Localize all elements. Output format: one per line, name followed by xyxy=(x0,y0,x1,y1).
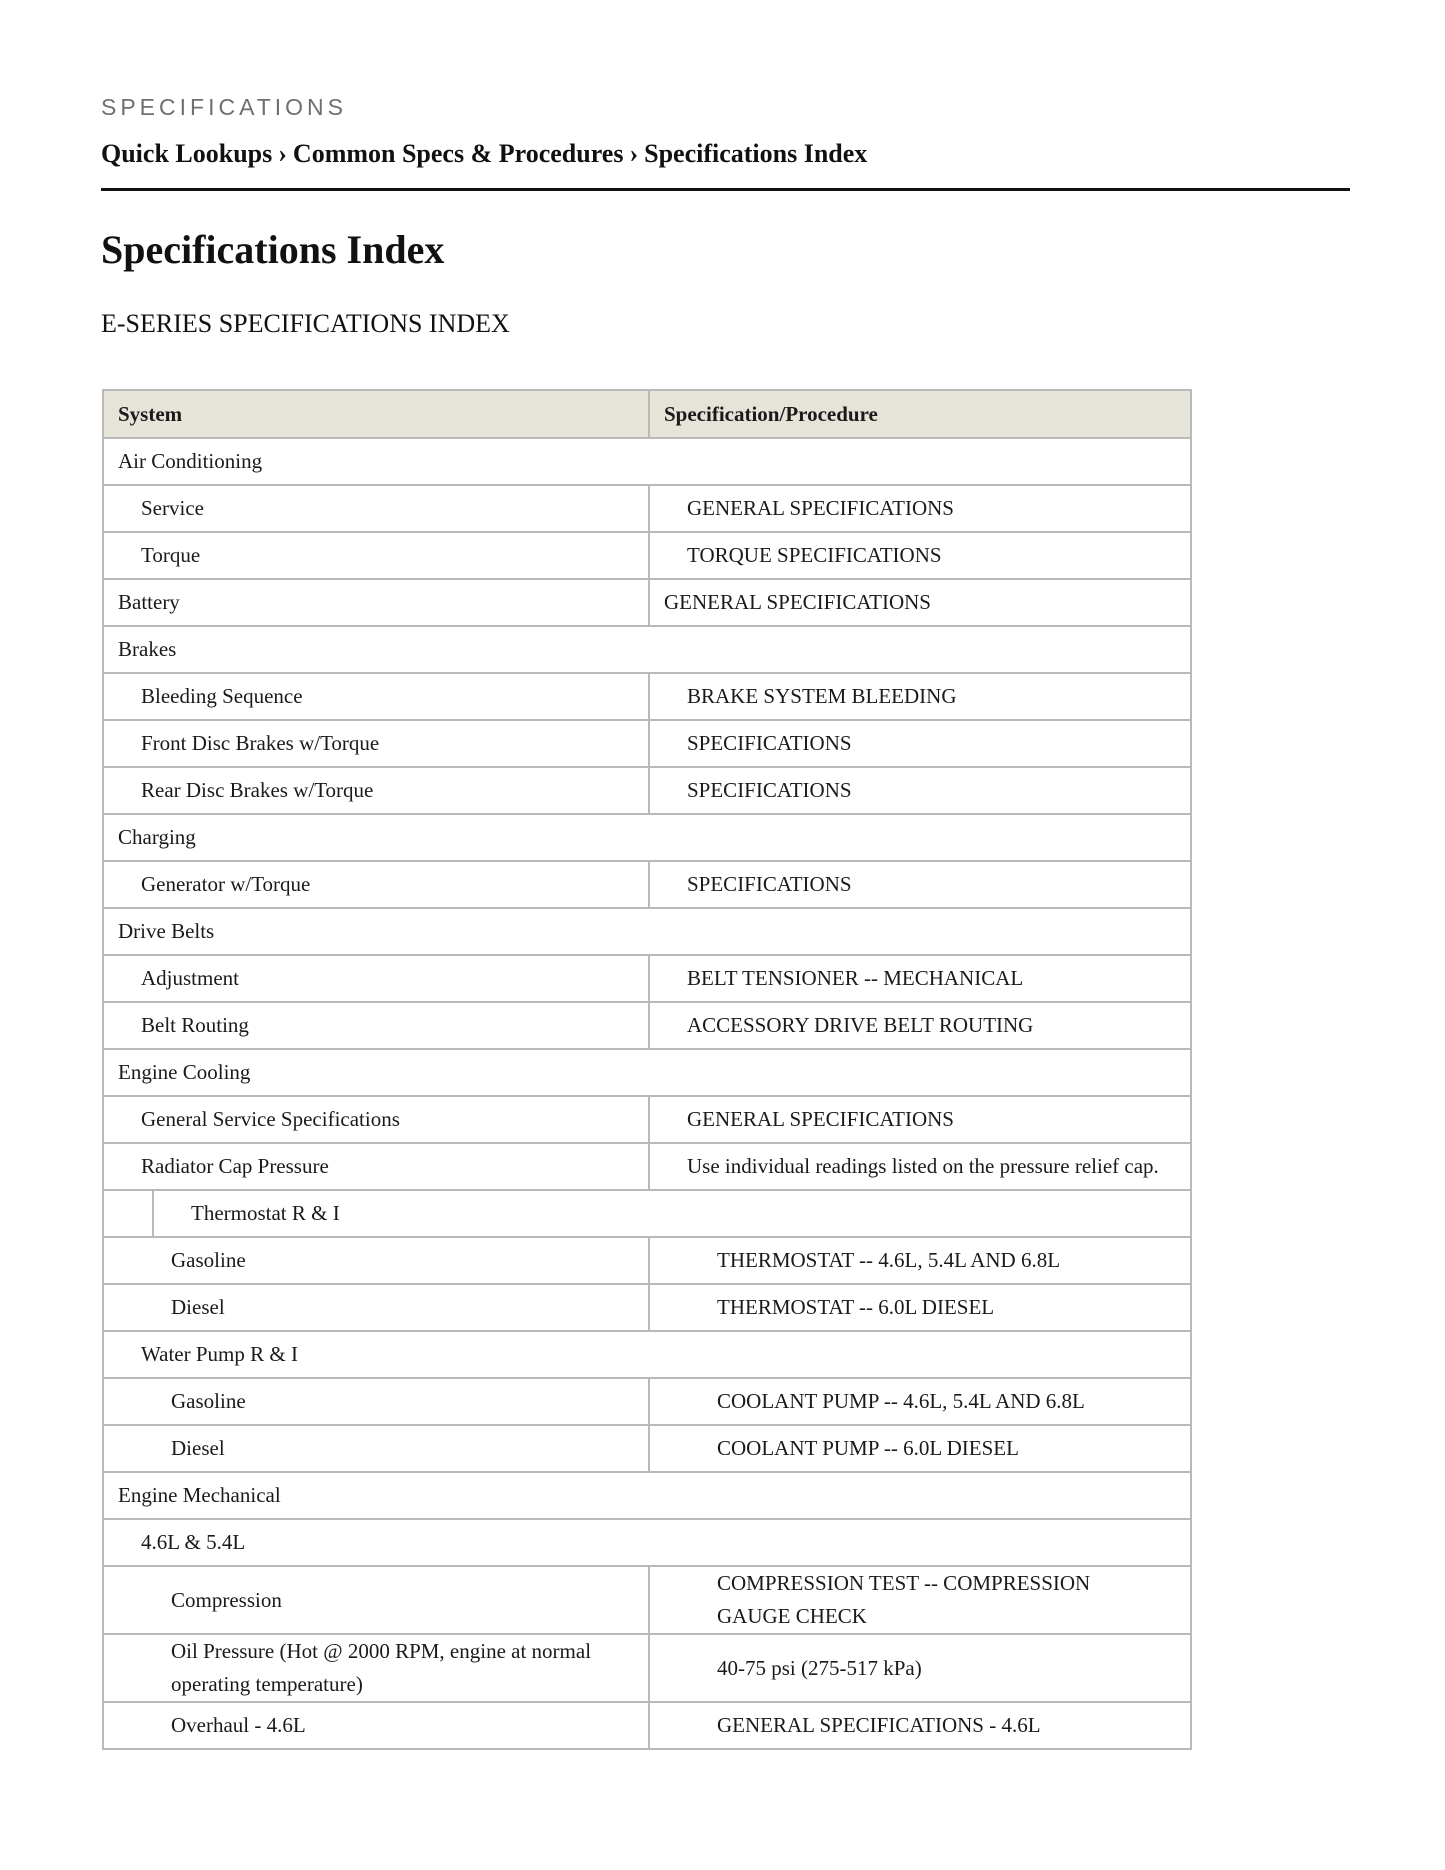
table-row xyxy=(103,1702,1191,1749)
table-row xyxy=(103,673,1191,720)
spec-link[interactable]: SPECIFICATIONS xyxy=(649,861,1191,908)
system-cell: Gasoline xyxy=(103,1237,649,1284)
system-cell: Generator w/Torque xyxy=(103,861,649,908)
system-cell: Belt Routing xyxy=(103,1002,649,1049)
spec-link[interactable]: GENERAL SPECIFICATIONS - 4.6L xyxy=(649,1702,1191,1749)
subgroup-label: 4.6L & 5.4L xyxy=(103,1519,1191,1566)
spec-link[interactable]: BELT TENSIONER -- MECHANICAL xyxy=(649,955,1191,1002)
group-label: Engine Mechanical xyxy=(103,1472,1191,1519)
table-group-row xyxy=(103,908,1191,955)
column-header-system: System xyxy=(103,390,649,438)
table-row xyxy=(103,532,1191,579)
table-row xyxy=(103,1378,1191,1425)
page-title: Specifications Index xyxy=(101,227,445,272)
system-cell: Overhaul - 4.6L xyxy=(103,1702,649,1749)
specifications-table xyxy=(102,389,1192,1750)
spec-link[interactable]: THERMOSTAT -- 6.0L DIESEL xyxy=(649,1284,1191,1331)
spec-link[interactable]: GENERAL SPECIFICATIONS xyxy=(649,485,1191,532)
table-row xyxy=(103,1634,1191,1702)
subgroup-cell xyxy=(103,1190,1191,1237)
table-header-row xyxy=(103,390,1191,438)
group-label: Charging xyxy=(103,814,1191,861)
table-row xyxy=(103,1237,1191,1284)
breadcrumb-separator: › xyxy=(629,139,639,168)
group-label: Drive Belts xyxy=(103,908,1191,955)
page-subtitle: E-SERIES SPECIFICATIONS INDEX xyxy=(101,309,510,338)
table-group-row xyxy=(103,814,1191,861)
table-row xyxy=(103,1425,1191,1472)
table-subgroup-row xyxy=(103,1331,1191,1378)
table-row xyxy=(103,1284,1191,1331)
system-cell: Radiator Cap Pressure xyxy=(103,1143,649,1190)
system-cell: General Service Specifications xyxy=(103,1096,649,1143)
breadcrumb xyxy=(101,139,867,169)
table-group-row xyxy=(103,1472,1191,1519)
table-row xyxy=(103,1566,1191,1634)
breadcrumb-separator: › xyxy=(278,139,287,168)
spec-link[interactable]: COOLANT PUMP -- 4.6L, 5.4L AND 6.8L xyxy=(649,1378,1191,1425)
table-row xyxy=(103,1002,1191,1049)
table-row xyxy=(103,720,1191,767)
system-cell: Compression xyxy=(103,1566,649,1634)
table-row xyxy=(103,485,1191,532)
subgroup-label: Water Pump R & I xyxy=(103,1331,1191,1378)
subgroup-label: Thermostat R & I xyxy=(191,1201,340,1225)
spec-text: Use individual readings listed on the pressure relief cap. xyxy=(649,1143,1191,1190)
table-subgroup-row xyxy=(103,1190,1191,1237)
system-cell: Front Disc Brakes w/Torque xyxy=(103,720,649,767)
system-cell: Diesel xyxy=(103,1425,649,1472)
system-cell: Rear Disc Brakes w/Torque xyxy=(103,767,649,814)
spec-link[interactable]: TORQUE SPECIFICATIONS xyxy=(649,532,1191,579)
group-label: Air Conditioning xyxy=(103,438,1191,485)
spec-link[interactable]: SPECIFICATIONS xyxy=(649,767,1191,814)
group-label: Brakes xyxy=(103,626,1191,673)
header-divider xyxy=(101,188,1350,191)
table-group-row xyxy=(103,626,1191,673)
spec-link[interactable]: SPECIFICATIONS xyxy=(649,720,1191,767)
spec-link[interactable]: COOLANT PUMP -- 6.0L DIESEL xyxy=(649,1425,1191,1472)
system-cell: Bleeding Sequence xyxy=(103,673,649,720)
table-row xyxy=(103,1143,1191,1190)
system-cell: Oil Pressure (Hot @ 2000 RPM, engine at normal operating temperature) xyxy=(103,1634,649,1702)
table-row xyxy=(103,1096,1191,1143)
spec-link[interactable]: COMPRESSION TEST -- COMPRESSION GAUGE CHECK xyxy=(649,1566,1191,1634)
system-cell: Torque xyxy=(103,532,649,579)
table-row xyxy=(103,767,1191,814)
table-row xyxy=(103,955,1191,1002)
section-eyebrow: SPECIFICATIONS xyxy=(101,94,347,120)
breadcrumb-item-common-specs[interactable]: Common Specs & Procedures xyxy=(292,139,624,168)
breadcrumb-item-quick-lookups[interactable]: Quick Lookups xyxy=(101,139,273,168)
breadcrumb-item-current: Specifications Index xyxy=(644,139,868,168)
spec-text: 40-75 psi (275-517 kPa) xyxy=(649,1634,1191,1702)
table-row xyxy=(103,861,1191,908)
column-header-spec: Specification/Procedure xyxy=(649,390,1191,438)
table-row xyxy=(103,579,1191,626)
group-label: Engine Cooling xyxy=(103,1049,1191,1096)
table-group-row xyxy=(103,1049,1191,1096)
spec-link[interactable]: THERMOSTAT -- 4.6L, 5.4L AND 6.8L xyxy=(649,1237,1191,1284)
system-cell: Diesel xyxy=(103,1284,649,1331)
spec-link[interactable]: GENERAL SPECIFICATIONS xyxy=(649,579,1191,626)
system-cell: Battery xyxy=(103,579,649,626)
spec-link[interactable]: BRAKE SYSTEM BLEEDING xyxy=(649,673,1191,720)
system-cell: Adjustment xyxy=(103,955,649,1002)
table-group-row xyxy=(103,438,1191,485)
spec-link[interactable]: GENERAL SPECIFICATIONS xyxy=(649,1096,1191,1143)
system-cell: Service xyxy=(103,485,649,532)
system-cell: Gasoline xyxy=(103,1378,649,1425)
spec-link[interactable]: ACCESSORY DRIVE BELT ROUTING xyxy=(649,1002,1191,1049)
table-subgroup-row xyxy=(103,1519,1191,1566)
indent-spacer xyxy=(104,1191,154,1236)
